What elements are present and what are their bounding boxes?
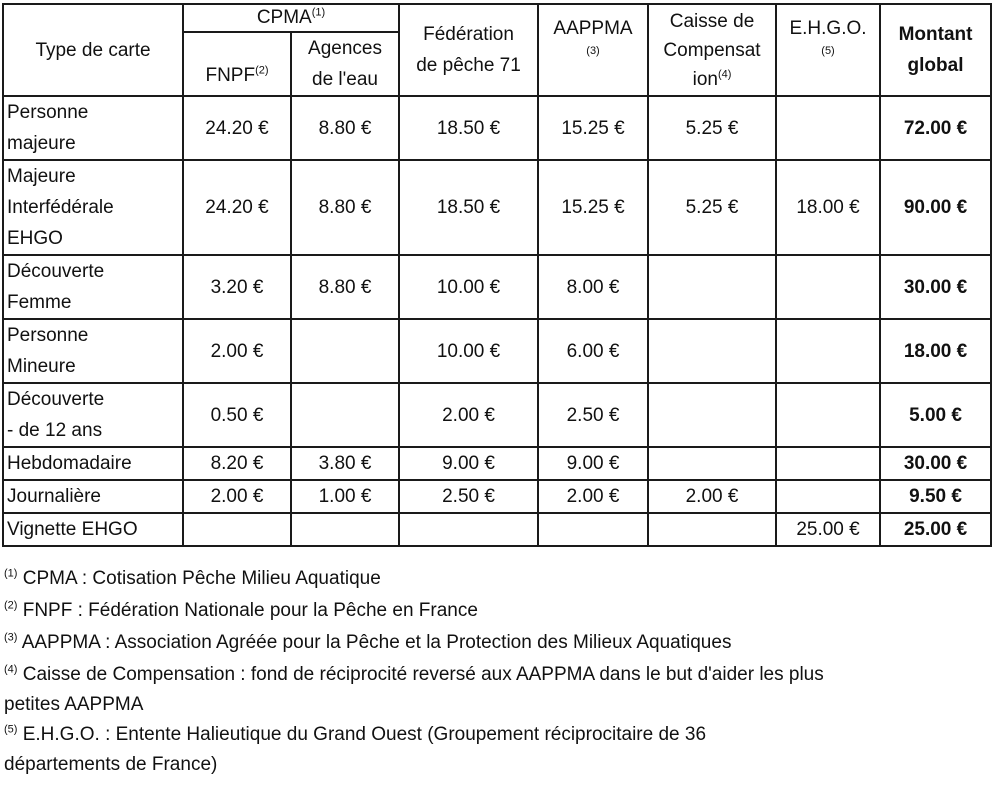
cell-federation: 2.00 € <box>399 383 538 447</box>
cell-agences: 8.80 € <box>291 255 399 319</box>
tariff-table <box>2 3 992 547</box>
cell-aappma: 8.00 € <box>538 255 648 319</box>
cell-federation: 10.00 € <box>399 255 538 319</box>
cell-montant: 9.50 € <box>880 480 991 513</box>
cell-caisse <box>648 255 776 319</box>
header-agences-line1: Agences <box>308 38 382 59</box>
cell-aappma: 15.25 € <box>538 160 648 255</box>
cell-aappma: 2.50 € <box>538 383 648 447</box>
table-row <box>3 447 991 480</box>
table-row <box>3 319 991 383</box>
cell-ehgo <box>776 319 880 383</box>
type-line: EHGO <box>7 228 63 249</box>
cell-montant: 5.00 € <box>880 383 991 447</box>
cell-type-de-carte <box>3 255 183 319</box>
cell-caisse: 2.00 € <box>648 480 776 513</box>
cell-federation: 2.50 € <box>399 480 538 513</box>
cell-agences: 1.00 € <box>291 480 399 513</box>
header-caisse-line2: Compensat <box>663 39 761 61</box>
cell-federation: 18.50 € <box>399 96 538 160</box>
cell-fnpf: 24.20 € <box>183 96 291 160</box>
type-line: Journalière <box>7 486 101 507</box>
header-montant-line2: global <box>907 55 964 76</box>
cell-fnpf: 3.20 € <box>183 255 291 319</box>
header-caisse <box>648 4 776 96</box>
header-cpma <box>183 4 399 32</box>
cell-federation: 18.50 € <box>399 160 538 255</box>
header-fnpf-label: FNPF <box>205 64 256 86</box>
header-federation-line1: Fédération <box>423 24 514 45</box>
cell-federation <box>399 513 538 546</box>
cell-fnpf: 24.20 € <box>183 160 291 255</box>
cell-agences: 8.80 € <box>291 96 399 160</box>
cell-ehgo <box>776 255 880 319</box>
cell-montant: 72.00 € <box>880 96 991 160</box>
cell-ehgo <box>776 383 880 447</box>
cell-type-de-carte <box>3 513 183 546</box>
table-row <box>3 383 991 447</box>
cell-agences <box>291 319 399 383</box>
cell-type-de-carte <box>3 383 183 447</box>
cell-ehgo: 18.00 € <box>776 160 880 255</box>
cell-aappma <box>538 513 648 546</box>
cell-montant: 90.00 € <box>880 160 991 255</box>
footnote-mark: (5) <box>4 723 18 736</box>
footnote <box>4 563 990 595</box>
cell-federation: 10.00 € <box>399 319 538 383</box>
cell-ehgo <box>776 96 880 160</box>
footnote-mark: (1) <box>4 567 18 580</box>
type-line: Hebdomadaire <box>7 453 132 474</box>
cell-fnpf: 0.50 € <box>183 383 291 447</box>
type-line: Mineure <box>7 356 76 377</box>
cell-fnpf: 2.00 € <box>183 480 291 513</box>
table-row <box>3 513 991 546</box>
header-fnpf <box>183 32 291 96</box>
type-line: Découverte <box>7 389 105 410</box>
table-row <box>3 255 991 319</box>
cell-agences: 8.80 € <box>291 160 399 255</box>
header-aappma-note: (3) <box>586 45 600 57</box>
footnote <box>4 719 990 751</box>
footnote <box>4 659 990 691</box>
footnote-text: E.H.G.O. : Entente Halieutique du Grand Ouest (Groupement réciprocitaire de 36 <box>22 724 707 745</box>
type-line: Vignette EHGO <box>7 519 138 540</box>
header-cpma-note: (1) <box>311 6 326 19</box>
header-caisse-note: (4) <box>717 68 732 81</box>
type-line: Personne <box>7 102 89 123</box>
type-line: - de 12 ans <box>7 420 103 441</box>
cell-fnpf <box>183 513 291 546</box>
cell-type-de-carte <box>3 319 183 383</box>
cell-type-de-carte <box>3 160 183 255</box>
cell-ehgo: 25.00 € <box>776 513 880 546</box>
cell-type-de-carte <box>3 480 183 513</box>
header-caisse-line1: Caisse de <box>669 10 755 32</box>
footnote-mark: (2) <box>4 599 18 612</box>
type-line: Majeure <box>7 166 76 187</box>
cell-aappma: 9.00 € <box>538 447 648 480</box>
type-line: Découverte <box>7 261 105 282</box>
footnotes <box>4 563 990 779</box>
table-header <box>3 4 991 96</box>
cell-aappma: 2.00 € <box>538 480 648 513</box>
cell-ehgo <box>776 447 880 480</box>
cell-fnpf: 8.20 € <box>183 447 291 480</box>
footnote-mark: (4) <box>4 663 18 676</box>
header-ehgo <box>776 4 880 96</box>
cell-caisse: 5.25 € <box>648 160 776 255</box>
cell-montant: 30.00 € <box>880 447 991 480</box>
header-fnpf-note: (2) <box>255 64 269 77</box>
cell-caisse <box>648 513 776 546</box>
cell-agences <box>291 513 399 546</box>
cell-type-de-carte <box>3 96 183 160</box>
footnote-text: FNPF : Fédération Nationale pour la Pêche en France <box>22 600 478 621</box>
cell-montant: 25.00 € <box>880 513 991 546</box>
cell-caisse <box>648 447 776 480</box>
type-line: Femme <box>7 292 72 313</box>
header-row-top <box>3 4 991 32</box>
footnote-text: Caisse de Compensation : fond de réciprocité reversé aux AAPPMA dans le but d'aider les plus <box>22 664 824 685</box>
header-ehgo-note: (5) <box>821 45 835 57</box>
type-line: majeure <box>7 133 76 154</box>
header-type-de-carte <box>3 4 183 96</box>
header-type-label: Type de carte <box>35 39 151 61</box>
header-montant-global <box>880 4 991 96</box>
header-federation <box>399 4 538 96</box>
footnote <box>4 627 990 659</box>
cell-aappma: 6.00 € <box>538 319 648 383</box>
footnote-mark: (3) <box>4 631 18 644</box>
footnote-continuation: petites AAPPMA <box>4 694 144 715</box>
cell-montant: 30.00 € <box>880 255 991 319</box>
cell-montant: 18.00 € <box>880 319 991 383</box>
footnote-text: CPMA : Cotisation Pêche Milieu Aquatique <box>22 568 381 589</box>
table-row <box>3 480 991 513</box>
cell-agences: 3.80 € <box>291 447 399 480</box>
cell-federation: 9.00 € <box>399 447 538 480</box>
cell-aappma: 15.25 € <box>538 96 648 160</box>
table-row <box>3 96 991 160</box>
footnote-text: AAPPMA : Association Agréée pour la Pêche et la Protection des Milieux Aquatiques <box>21 632 732 653</box>
header-agences <box>291 32 399 96</box>
cell-ehgo <box>776 480 880 513</box>
cell-caisse <box>648 383 776 447</box>
footnote <box>4 595 990 627</box>
header-cpma-label: CPMA <box>256 7 312 28</box>
cell-caisse <box>648 319 776 383</box>
header-caisse-line3: ion <box>692 68 718 90</box>
footnote-continuation: départements de France) <box>4 754 218 775</box>
cell-fnpf: 2.00 € <box>183 319 291 383</box>
header-federation-line2: de pêche 71 <box>416 55 521 76</box>
header-aappma <box>538 4 648 96</box>
header-agences-line2: de l'eau <box>312 69 378 90</box>
type-line: Personne <box>7 325 89 346</box>
header-ehgo-label: E.H.G.O. <box>789 18 867 39</box>
header-montant-line1: Montant <box>898 24 973 45</box>
header-aappma-label: AAPPMA <box>553 18 633 39</box>
table-row <box>3 160 991 255</box>
cell-caisse: 5.25 € <box>648 96 776 160</box>
cell-type-de-carte <box>3 447 183 480</box>
cell-agences <box>291 383 399 447</box>
type-line: Interfédérale <box>7 197 114 218</box>
table-body <box>3 96 991 546</box>
